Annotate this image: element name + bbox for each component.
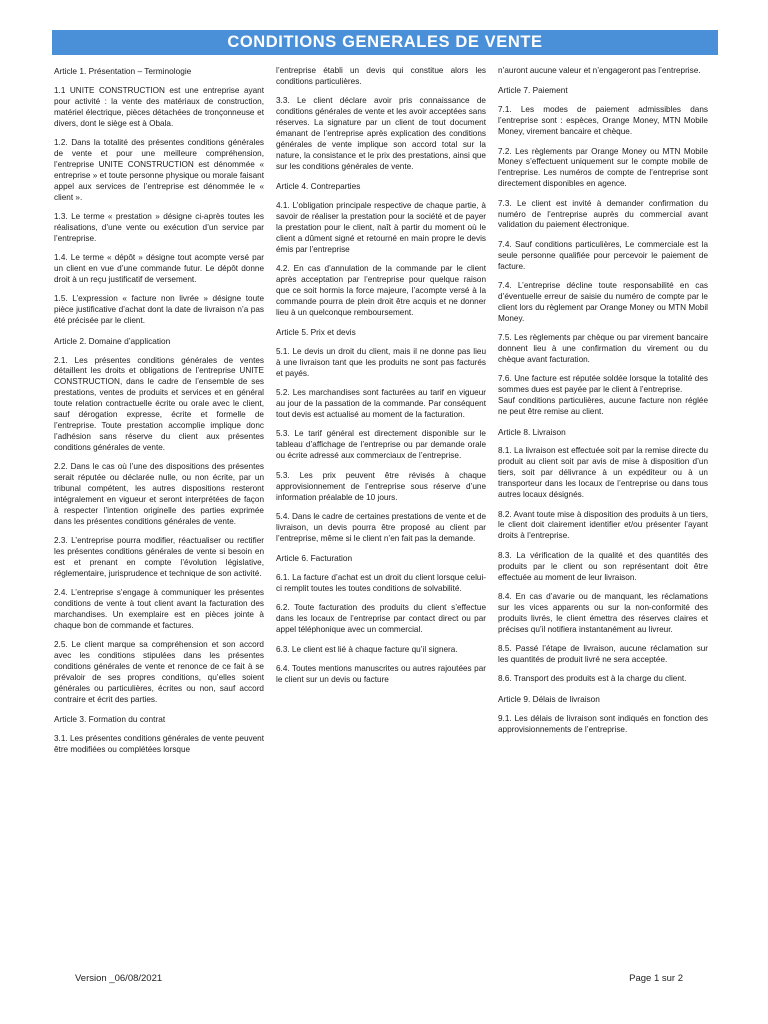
clause-paragraph: 6.4. Toutes mentions manuscrites ou autres rajoutées par le client sur un devis ou facture [276,663,486,684]
clause-paragraph: 1.2. Dans la totalité des présentes conditions générales de vente et pour une meilleure compréhension, l’entreprise UNITE CONSTRUCTION est dénommée « entreprise » et toute personne physique ou morale faisant appel aux services de l’entreprise est dénommée le « client ». [54,138,264,202]
clause-paragraph: 7.4. L’entreprise décline toute responsabilité en cas d’éventuelle erreur de saisie du numéro de compte par le client lors du règlement par Orange Money ou MTN Mobil Money. [498,281,708,323]
article-heading: Article 3. Formation du contrat [54,714,166,725]
version-label: Version _06/08/2021 [75,973,163,984]
clause-paragraph: 6.2. Toute facturation des produits du client s’effectue dans les locaux de l’entreprise par contact direct ou par appel téléphonique avec un commercial. [276,603,486,635]
article-heading: Article 4. Contreparties [276,181,361,192]
clause-paragraph: 5.3. Les prix peuvent être révisés à chaque approvisionnement de l’entreprise sous réserve d’une information préalable de 10 jours. [276,470,486,502]
clause-paragraph: 5.4. Dans le cadre de certaines prestations de vente et de livraison, un devis pourra être proposé au client par l’entreprise, même si le client n’en fait pas la demande. [276,511,486,543]
document-title-banner: CONDITIONS GENERALES DE VENTE [52,30,718,55]
clause-paragraph: 6.3. Le client est lié à chaque facture qu’il signera. [276,644,458,654]
clause-paragraph: 8.2. Avant toute mise à disposition des produits à un tiers, le client doit clairement identifier et/ou présenter l’ayant droits à l’entreprise. [498,509,708,541]
clause-paragraph: 2.3. L’entreprise pourra modifier, réactualiser ou rectifier les présentes conditions générales de vente si besoin en est et prenant en compte l’évolution législative, réglementaire, jurisprudence et technique de son activité. [54,536,264,578]
clause-paragraph: 5.3. Le tarif général est directement disponible sur le tableau d’affichage de l’entreprise ou par demande orale ou écrite adressé aux commerciaux de l’entreprise. [276,429,486,461]
column-right [498,66,708,744]
article-heading: Article 1. Présentation – Terminologie [54,66,192,76]
article-heading: Article 6. Facturation [276,553,353,564]
clause-paragraph: 1.1 UNITE CONSTRUCTION est une entreprise ayant pour activité : la vente des matériaux de construction, matériel électrique, pièces détachées de tronçonneuse et divers, dont le siège est à Obala. [54,85,264,128]
article-heading: Article 7. Paiement [498,85,568,96]
clause-paragraph: 7.6. Une facture est réputée soldée lorsque la totalité des sommes dues est payée par le client à l’entreprise. Sauf conditions particulières, aucune facture non réglée ne peut être remise au client. [498,374,708,417]
clause-paragraph: 2.1. Les présentes conditions générales de ventes détaillent les droits et obligations de l’entreprise UNITE CONSTRUCTION, dans le cadre de l’ensemble de ses prestations, ventes de produits et services et en général toute relation contractuelle écrite ou orale avec le client, sauf dérogation expresse, écrite et formelle de l’entreprise. Toute prestation accomplie implique donc l’adhésion sans réserve du client aux présentes conditions générales de vente. [54,355,264,452]
clause-paragraph: 3.3. Le client déclare avoir pris connaissance de conditions générales de vente et les avoir acceptées sans réserves. La signature par un client de tout document émanant de l’entreprise après explication des conditions générales de vente implique son accord total sur la nature, la consistance et le prix des prestations, ainsi que sur les conditions générales de vente. [276,96,486,171]
clause-paragraph: 1.4. Le terme « dépôt » désigne tout acompte versé par un client en vue d’une commande futur. Le dépôt donne droit à un reçu justificatif de versement. [54,253,264,284]
clause-paragraph: 7.5. Les règlements par chèque ou par virement bancaire donnent lieu à une confirmation du virement ou du chèque avant facturation. [498,333,708,365]
article-heading: Article 2. Domaine d’application [54,335,171,346]
clause-paragraph: 8.1. La livraison est effectuée soit par la remise directe du produit au client soit par avis de mise à disposition d’un tiers, soit par délivrance à un expéditeur ou à un transporteur dans les locaux de l’entreprise ou dans tous autres locaux désignés. [498,446,708,500]
clause-paragraph: 8.6. Transport des produits est à la charge du client. [498,674,687,684]
clause-paragraph: n’auront aucune valeur et n’engageront pas l’entreprise. [498,66,701,75]
clause-paragraph: 1.3. Le terme « prestation » désigne ci-après toutes les réalisations, d’une vente ou exécution d’un service par l’entreprise. [54,211,264,243]
clause-paragraph: 5.2. Les marchandises sont facturées au tarif en vigueur au jour de la passation de la commande. Par conséquent tout devis est actualisé au moment de la facturation. [276,388,486,420]
clause-paragraph: 7.4. Sauf conditions particulières, Le commerciale est la seule personne qualifiée pour percevoir le paiement de facture. [498,239,708,271]
clause-paragraph: l’entreprise établi un devis qui constitue alors les conditions particulières. [276,66,486,86]
clause-paragraph: 6.1. La facture d’achat est un droit du client lorsque celui-ci remplit toutes les toutes conditions de solvabilité. [276,573,486,593]
column-left [54,66,264,765]
clause-paragraph: 4.2. En cas d’annulation de la commande par le client après acceptation par l’entreprise pour quelque raison que ce soit hormis la force majeure, l’acompte versé à la commande pourra de plein droit être acquis et ne donner lieu à un quelconque remboursement. [276,264,486,317]
clause-paragraph: 1.5. L’expression « facture non livrée » désigne toute pièce justificative d’achat dont la date de livraison n’a pas été précisée par le client. [54,294,264,326]
article-heading: Article 9. Délais de livraison [498,693,600,704]
page-number: Page 1 sur 2 [629,973,683,984]
clause-paragraph: 8.4. En cas d’avarie ou de manquant, les réclamations sur les vices apparents ou sur la non-conformité des produits livrés, le client émettra des réserves claires et précises qu’il notifiera instantanément au livreur. [498,591,708,634]
clause-paragraph: 8.3. La vérification de la qualité et des quantités des produits par le client ou son représentant doit être effectuée au moment de leur livraison. [498,550,708,582]
article-heading: Article 5. Prix et devis [276,327,356,338]
clause-paragraph: 7.2. Les règlements par Orange Money ou MTN Mobile Money s’effectuent uniquement sur le compte mobile de l’entreprise. Les numéros de compte de l’entreprise sont directement disponibles en agence. [498,146,708,189]
clause-paragraph: 2.2. Dans le cas où l’une des dispositions des présentes serait réputée ou déclarée nulle, ou non écrite, par un tribunal compétent, les autres dispositions resteront intégralement en vigueur et seront interprétées de façon à respecter l’intention originelle des parties exprimée dans les présentes conditions générales de vente. [54,462,264,526]
column-middle [276,66,486,694]
clause-paragraph: 4.1. L’obligation principale respective de chaque partie, à savoir de réaliser la prestation pour la société et de payer la prestation pour le client, naît à partir du moment où le client a dûment signé et retourné en main propre le devis émis par l’entreprise [276,201,486,254]
clause-paragraph: 5.1. Le devis un droit du client, mais il ne donne pas lieu à une livraison tant que les produits ne sont pas facturés et payés. [276,347,486,378]
clause-paragraph: 7.1. Les modes de paiement admissibles dans l’entreprise sont : espèces, Orange Money, MTN Mobile Money, virement bancaire et chèque. [498,105,708,137]
clause-paragraph: 2.5. Le client marque sa compréhension et son accord avec les conditions stipulées dans les présentes conditions générales de vente et renonce de ce fait à se prévaloir de ses propres conditions, qu’elles soient générales ou particulières, écrites ou non, sauf accord contraire et écrit des parties. [54,640,264,704]
clause-paragraph: 7.3. Le client est invité à demander confirmation du numéro de l’entreprise auprès du commercial avant validation du paiement électronique. [498,198,708,230]
clause-paragraph: 8.5. Passé l’étape de livraison, aucune réclamation sur les quantités de produit livré ne sera acceptée. [498,644,708,664]
clause-paragraph: 2.4. L’entreprise s’engage à communiquer les présentes conditions de vente à tout client avant la facturation des marchandises. Un exemplaire est en pièces jointe à chaque bon de commande et factures. [54,588,264,630]
clause-paragraph: 3.1. Les présentes conditions générales de vente peuvent être modifiées ou complétées lorsque [54,734,264,755]
article-heading: Article 8. Livraison [498,426,566,437]
clause-paragraph: 9.1. Les délais de livraison sont indiqués en fonction des approvisionnements de l’entreprise. [498,713,708,734]
